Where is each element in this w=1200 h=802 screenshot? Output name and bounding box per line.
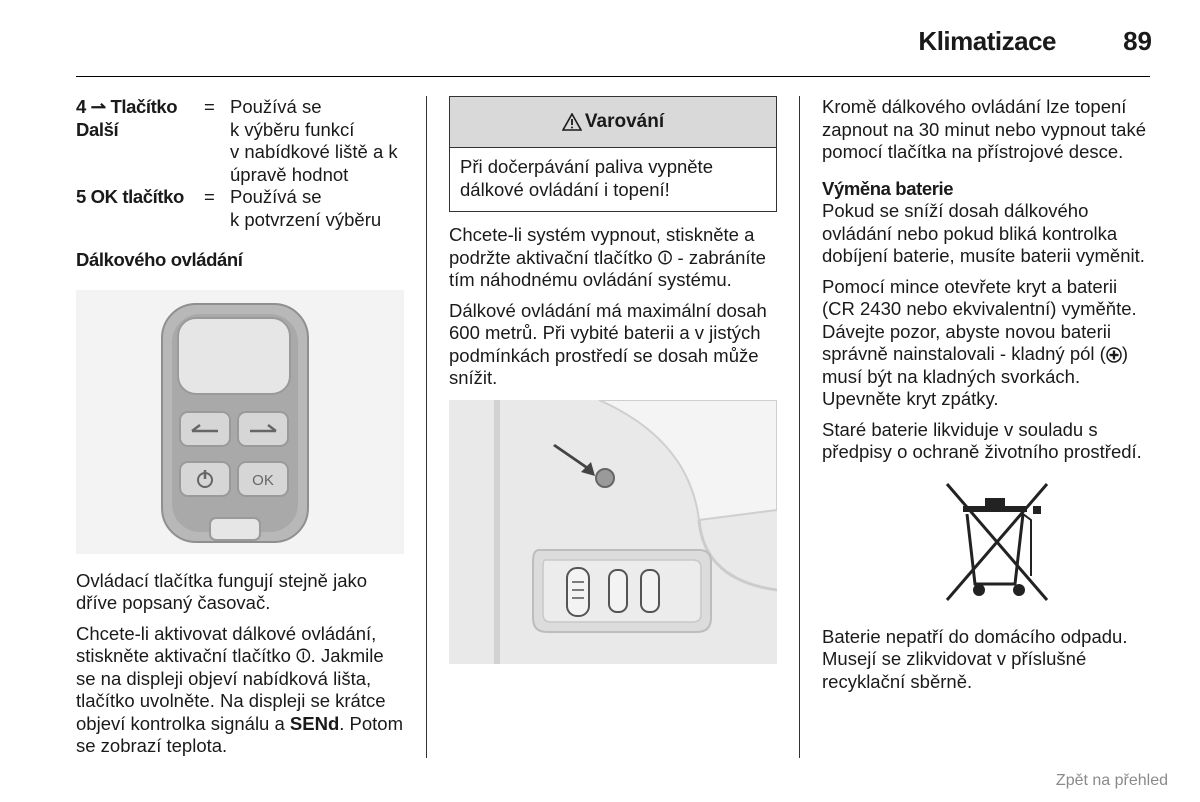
paragraph: Pomocí mince otevřete kryt a baterii (CR 2430 nebo ekvivalentní) vyměňte. Dávejte pozor, abyste novou baterii správně nainstalovali - kladný pól ( ) musí být na kladných svorkách. Upevněte kryt zpátky. [822,275,1137,409]
paragraph: Ovládací tlačítka fungují stejně jako dříve popsaný časovač. [76,569,368,613]
key-desc-line: k potvrzení výběru [230,208,382,230]
header-rule [76,76,1150,77]
equals-sign: = [204,96,215,117]
equals-sign: = [204,186,215,207]
key-desc-line: k výběru funkcí [230,118,355,140]
warning-box [449,96,777,212]
warning-text: Při dočerpávání paliva vypněte dálkové ovládání i topení! [460,156,713,200]
column-right [822,96,1154,701]
section-heading-battery: Výměna baterie [822,177,954,199]
page-number: 89 [1123,26,1152,56]
column-divider-right [799,96,800,758]
remote-control-illustration [76,290,404,554]
warning-title: Varování [584,110,665,132]
paragraph: Pokud se sníží dosah dálkového ovládání nebo pokud bliká kontrolka dobíjení baterie, musíte baterii vyměnit. [822,200,1145,266]
key-desc-line: Používá se [230,186,322,207]
plus-pole-icon [1106,347,1122,363]
paragraph: Baterie nepatří do domácího odpadu. Musejí se zlikvidovat v příslušné recyklační sběrně. [822,625,1128,692]
key-item-ok [76,186,408,231]
paragraph: Chcete-li aktivovat dálkové ovládání, stiskněte aktivační tlačítko ⏼. Jakmile se na displeji objeví nabídková lišta, tlačítko uvolněte. Na displeji se krátce objeví kontrolka signálu a SENd. Potom se zobrazí teplota. [76,622,403,756]
key-desc-line: Používá se [230,96,322,117]
column-middle [449,96,779,664]
paragraph: Chcete-li systém vypnout, stiskněte a podržte aktivační tlačítko ⏼ - zabráníte tím náhodnému ovládání systému. [449,224,766,290]
send-indicator-text: SENd [289,712,340,734]
crossed-out-bin-icon [923,476,1053,606]
column-divider-left [426,96,427,758]
remote-control-icon [76,290,404,554]
key-label-ok: 5 OK tlačítko [76,186,184,207]
column-left [76,96,408,766]
remote-ok-label: OK [252,471,274,489]
warning-triangle-icon [562,113,582,131]
section-heading-remote: Dálkového ovládání [76,249,243,270]
key-label-next: 4 ⇀ Tlačítko [76,96,178,117]
paragraph: Staré baterie likviduje v souladu s předpisy o ochraně životního prostředí. [822,418,1142,462]
key-desc-line: v nabídkové liště a k [230,141,398,162]
key-item-next [76,96,408,186]
activation-button-icon [596,469,614,487]
paragraph: Kromě dálkového ovládání lze topení zapnout na 30 minut nebo vypnout také pomocí tlačítka na přístrojové desce. [822,96,1146,162]
key-desc-line: úpravě hodnot [230,163,349,185]
page-header-title: Klimatizace [918,26,1056,56]
key-label-next-2: Další [76,118,119,140]
back-to-overview-link[interactable]: Zpět na přehled [1055,772,1168,789]
dashboard-button-photo [449,400,777,664]
paragraph: Dálkové ovládání má maximální dosah 600 metrů. Při vybité baterii a v jistých podmínkách prostředí se dosah může snížit. [449,299,767,388]
